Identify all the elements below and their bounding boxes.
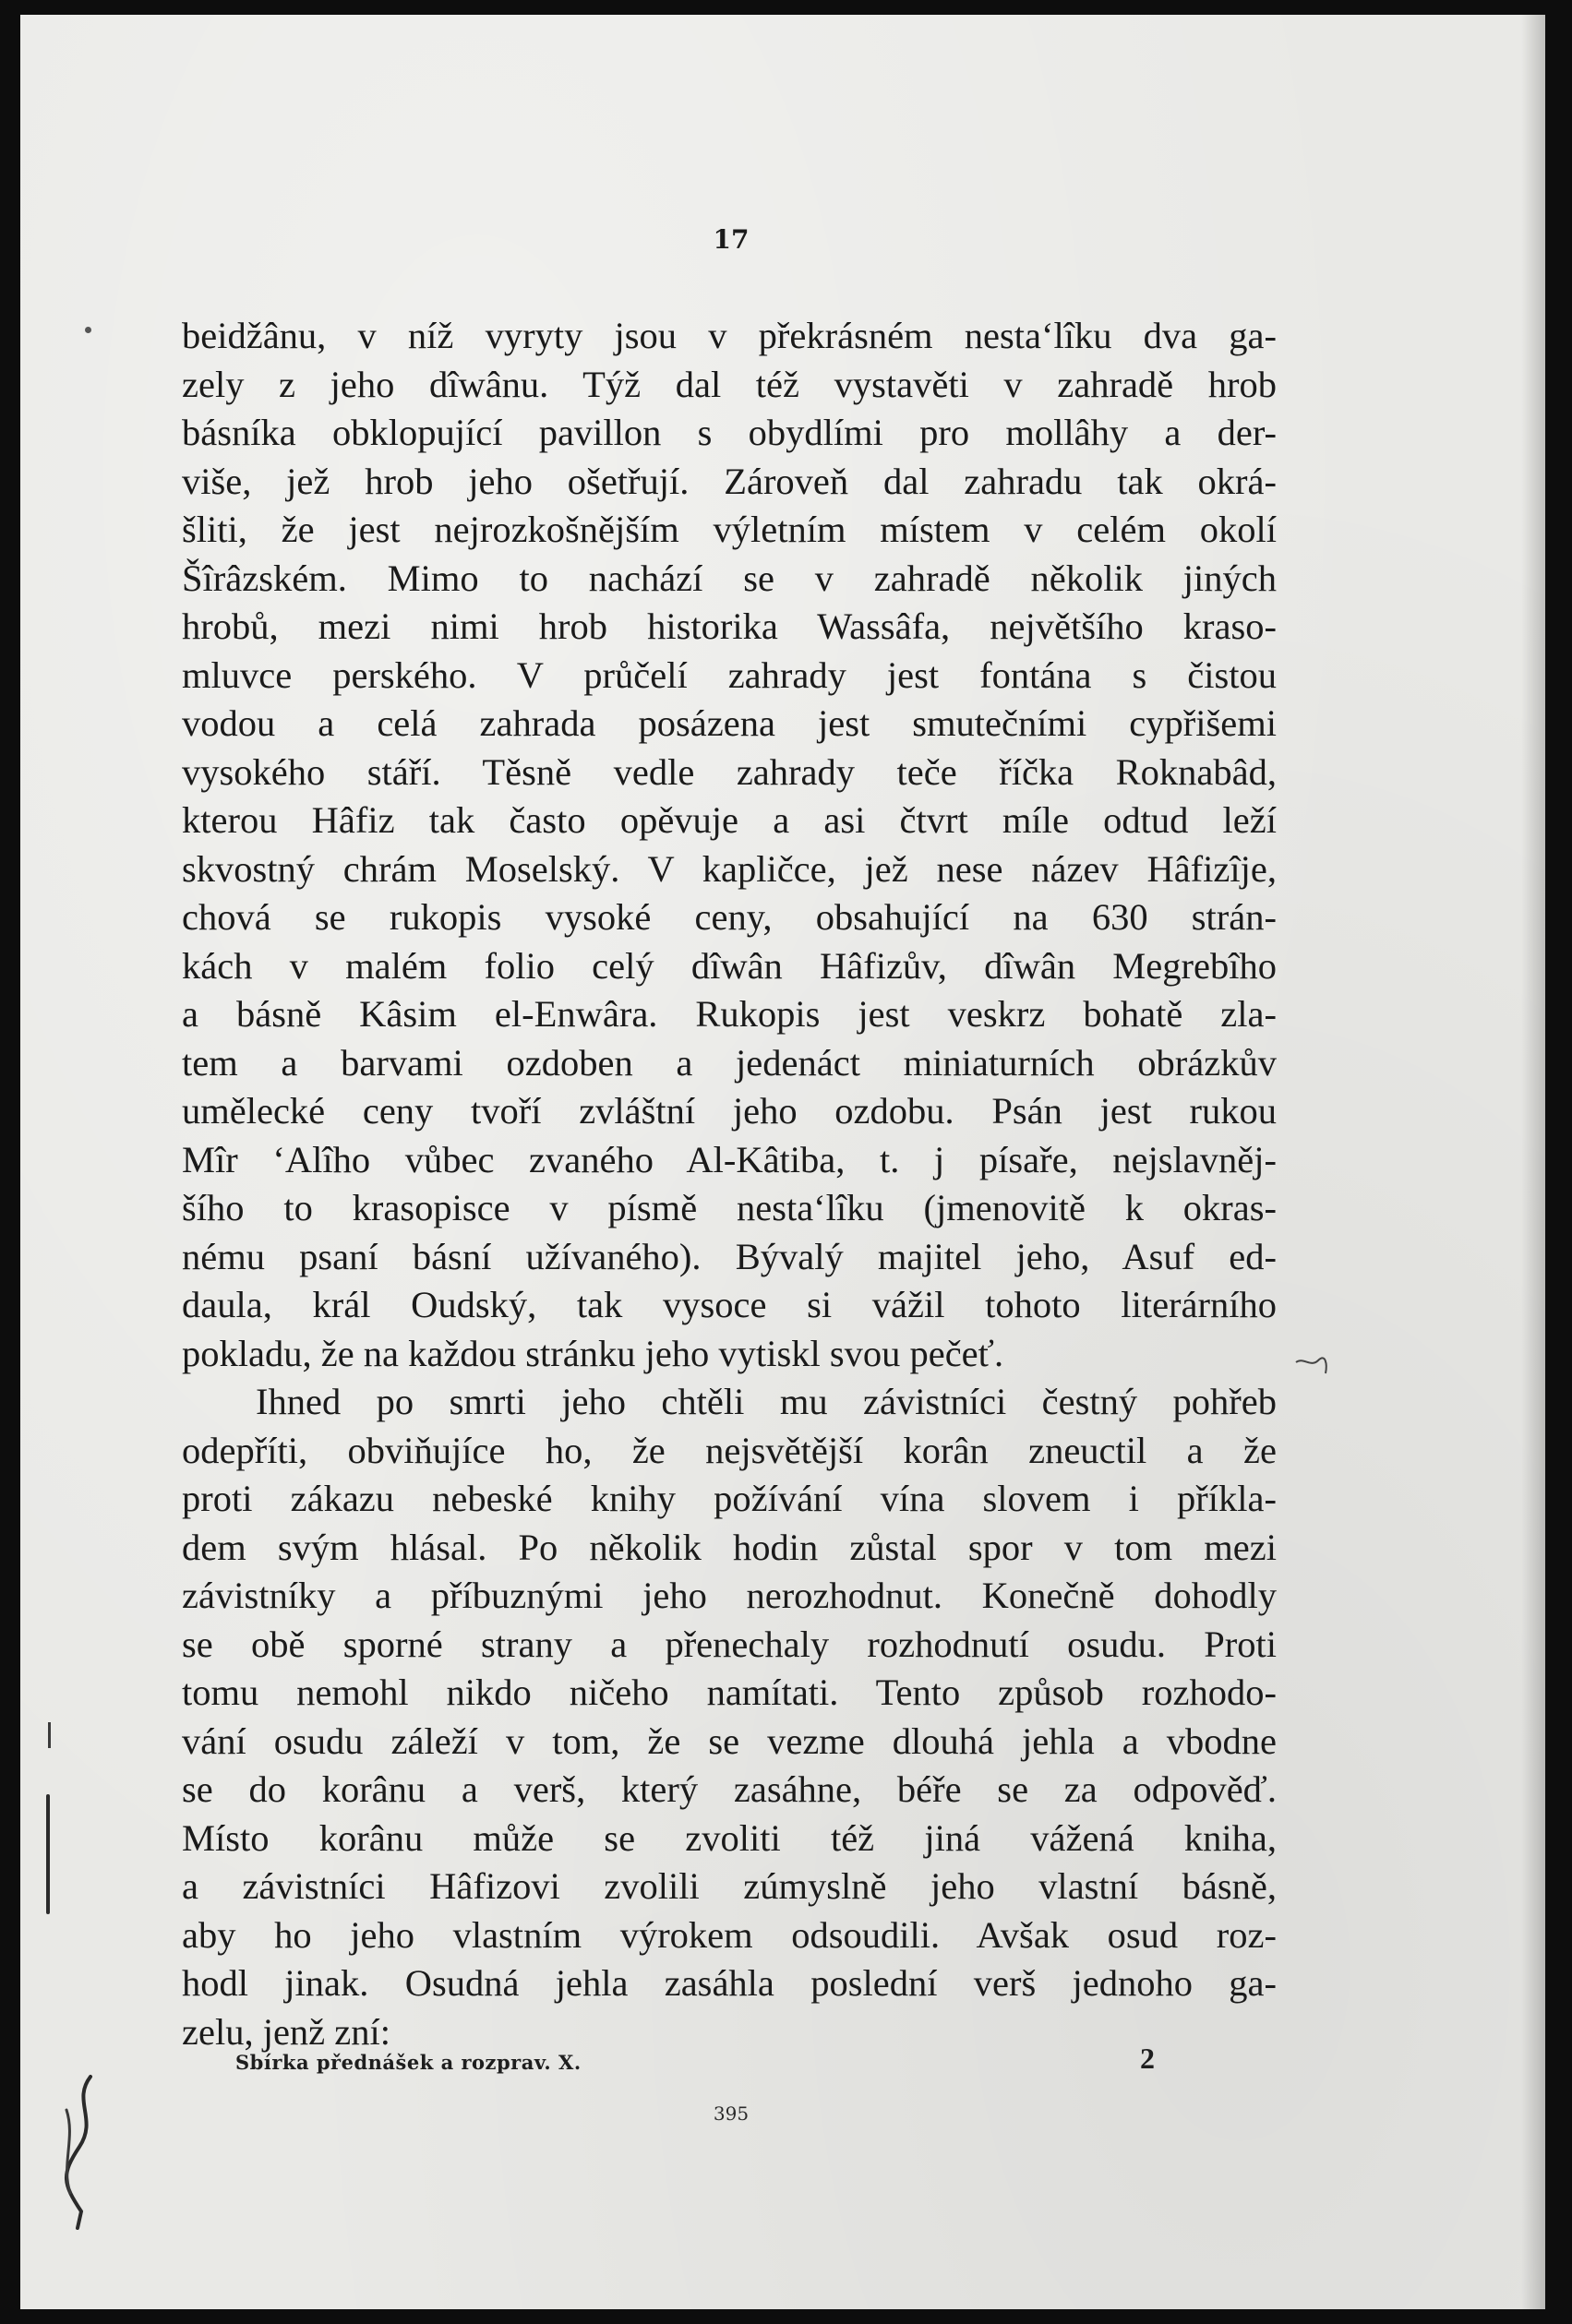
page-edge-shadow (1521, 15, 1545, 2309)
scanned-page (20, 15, 1545, 2309)
text-line: básníka obklopující pavillon s obydlími pro mollâhy a der- (182, 412, 1277, 453)
text-line: tomu nemohl nikdo ničeho namítati. Tento způsob rozhodo- (182, 1671, 1277, 1713)
text-line: zely z jeho dîwânu. Týž dal též vystavěti v zahradě hrob (182, 363, 1277, 405)
text-line: hodl jinak. Osudná jehla zasáhla poslední verš jednoho ga- (182, 1962, 1277, 2004)
text-line: a básně Kâsim el-Enwâra. Rukopis jest veskrz bohatě zla- (182, 993, 1277, 1035)
text-line: kterou Hâfiz tak často opěvuje a asi čtvrt míle odtud leží (182, 799, 1277, 841)
text-line: pokladu, že na každou stránku jeho vytiskl svou pečeť. (182, 1332, 1004, 1374)
bottom-page-number: 395 (713, 2102, 750, 2125)
footer-signature-mark: 2 (1140, 2042, 1155, 2075)
text-line: aby ho jeho vlastním výrokem odsoudili. Avšak osud roz- (182, 1913, 1277, 1956)
footer-series-title: Sbírka přednášek a rozprav. X. (235, 2051, 582, 2074)
margin-squiggle-icon (1294, 1355, 1331, 1377)
text-line: vání osudu záleží v tom, že se vezme dlouhá jehla a vbodne (182, 1719, 1277, 1762)
text-line: šliti, že jest nejrozkošnějším výletním místem v celém okolí (182, 509, 1277, 550)
page-number: 17 (713, 224, 750, 255)
text-line: kách v malém folio celý dîwân Hâfizův, dîwân Megrebîho (182, 944, 1277, 987)
text-line: a závistníci Hâfizovi zvolili zúmyslně jeho vlastní básně, (182, 1865, 1277, 1907)
text-line: Mîr ʻAlîho vůbec zvaného Al-Kâtiba, t. j písaře, nejslavněj- (182, 1138, 1277, 1180)
text-line: závistníky a příbuznými jeho nerozhodnut. Konečně dohodly (182, 1575, 1277, 1616)
text-line: proti zákazu nebeské knihy požívání vína slovem i příkla- (182, 1478, 1277, 1519)
binding-mark (48, 1722, 51, 1748)
text-line: više, jež hrob jeho ošetřují. Zároveň dal zahradu tak okrá- (182, 460, 1277, 502)
text-line: tem a barvami ozdoben a jedenáct miniaturních obrázkův (182, 1041, 1277, 1084)
binding-mark (46, 1794, 50, 1914)
text-line: šího to krasopisce v písmě nestaʻlîku (jmenovitě k okras- (182, 1187, 1277, 1228)
text-line: se do korânu a verš, který zasáhne, béře se za odpověď. (182, 1768, 1277, 1810)
text-line: vysokého stáří. Těsně vedle zahrady teče říčka Roknabâd, (182, 750, 1277, 793)
text-line: Místo korânu může se zvoliti též jiná vážená kniha, (182, 1816, 1277, 1859)
text-line: hrobů, mezi nimi hrob historika Wassâfa, největšího kraso- (182, 605, 1277, 647)
text-line: Šîrâzském. Mimo to nachází se v zahradě několik jiných (182, 557, 1277, 599)
text-line: chová se rukopis vysoké ceny, obsahující na 630 strán- (182, 896, 1277, 938)
text-line: nému psaní básní užívaného). Bývalý majitel jeho, Asuf ed- (182, 1235, 1277, 1277)
body-text (182, 312, 1277, 2056)
text-line: zelu, jenž zní: (182, 2010, 391, 2053)
margin-dot (85, 327, 91, 333)
text-line: mluvce perského. V průčelí zahrady jest fontána s čistou (182, 653, 1277, 696)
text-line: odepříti, obviňujíce ho, že nejsvětější korân zneuctil a že (182, 1429, 1277, 1471)
binding-scrawl-icon (54, 2073, 109, 2230)
text-line: daula, král Oudský, tak vysoce si vážil tohoto literárního (182, 1284, 1277, 1325)
text-line: umělecké ceny tvoří zvláštní jeho ozdobu. Psán jest rukou (182, 1090, 1277, 1132)
text-line: vodou a celá zahrada posázena jest smutečními cypřišemi (182, 702, 1277, 744)
text-line: se obě sporné strany a přenechaly rozhodnutí osudu. Proti (182, 1623, 1277, 1665)
text-line: Ihned po smrti jeho chtěli mu závistníci čestný pohřeb (256, 1381, 1277, 1422)
text-line: dem svým hlásal. Po několik hodin zůstal spor v tom mezi (182, 1526, 1277, 1568)
text-line: beidžânu, v níž vyryty jsou v překrásném nestaʻlîku dva ga- (182, 315, 1277, 356)
text-line: skvostný chrám Moselský. V kapličce, jež nese název Hâfizîje, (182, 847, 1277, 890)
